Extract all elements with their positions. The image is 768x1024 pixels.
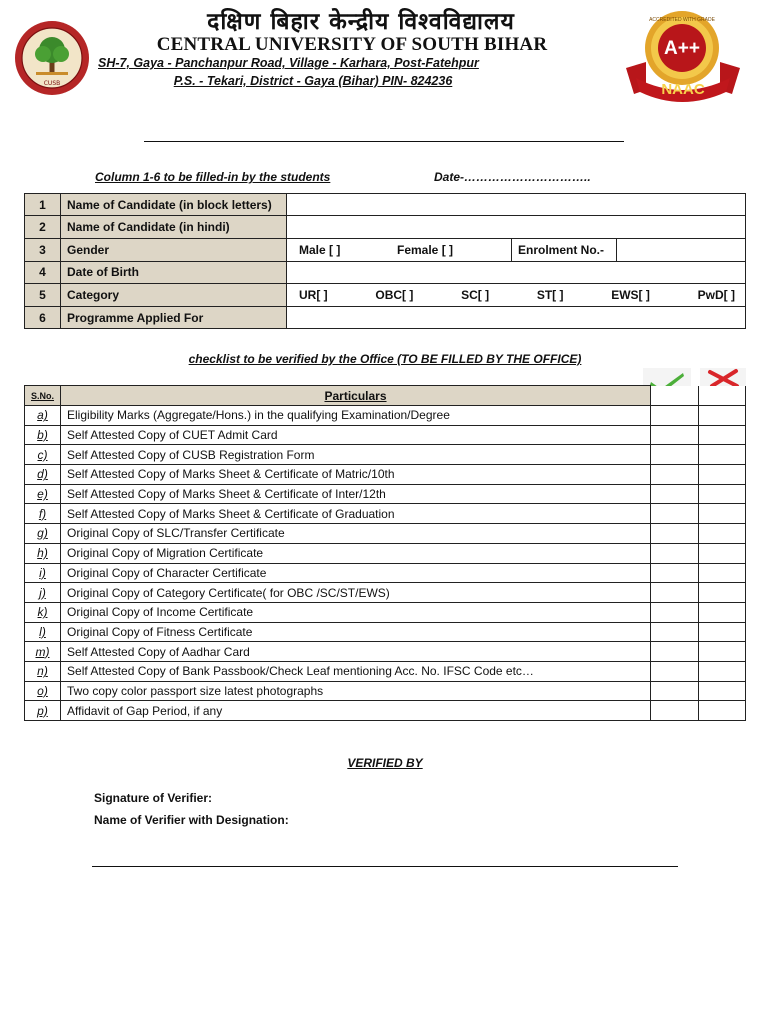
item-particular: Original Copy of Migration Certificate: [61, 543, 651, 563]
item-particular: Self Attested Copy of Aadhar Card: [61, 642, 651, 662]
date-of-birth-field[interactable]: [287, 261, 746, 283]
item-yes-checkbox[interactable]: [651, 465, 699, 485]
naac-badge: [622, 8, 744, 104]
table-row: [25, 425, 746, 445]
item-no-checkbox[interactable]: [699, 602, 746, 622]
item-no-checkbox[interactable]: [699, 524, 746, 544]
table-row: [25, 194, 746, 216]
row-number: 5: [25, 283, 61, 306]
svg-text:CUSB: CUSB: [43, 80, 61, 87]
address-line-2: P.S. - Tekari, District - Gaya (Bihar) PIN- 824236: [173, 74, 453, 88]
table-row: [25, 602, 746, 622]
item-sno: b): [25, 425, 61, 445]
row-label: Gender: [61, 238, 287, 261]
item-particular: Original Copy of Fitness Certificate: [61, 622, 651, 642]
programme-field[interactable]: [287, 306, 746, 328]
item-no-checkbox[interactable]: [699, 445, 746, 465]
university-logo: [14, 20, 90, 96]
row-label: Name of Candidate (in hindi): [61, 216, 287, 238]
item-no-checkbox[interactable]: [699, 661, 746, 681]
item-sno: m): [25, 642, 61, 662]
item-particular: Original Copy of Income Certificate: [61, 602, 651, 622]
table-row: [25, 238, 746, 261]
no-header: [699, 386, 746, 406]
item-particular: Self Attested Copy of CUSB Registration Form: [61, 445, 651, 465]
item-sno: e): [25, 484, 61, 504]
university-english-title: CENTRAL UNIVERSITY OF SOUTH BIHAR: [156, 34, 548, 55]
item-no-checkbox[interactable]: [699, 681, 746, 701]
category-sc-option[interactable]: SC[ ]: [461, 287, 490, 302]
item-no-checkbox[interactable]: [699, 406, 746, 426]
item-particular: Eligibility Marks (Aggregate/Hons.) in the qualifying Examination/Degree: [61, 406, 651, 426]
item-particular: Original Copy of SLC/Transfer Certificate: [61, 524, 651, 544]
yes-header: [651, 386, 699, 406]
table-row: [25, 583, 746, 603]
table-row: [25, 406, 746, 426]
item-yes-checkbox[interactable]: [651, 484, 699, 504]
item-yes-checkbox[interactable]: [651, 622, 699, 642]
item-particular: Self Attested Copy of Marks Sheet & Certificate of Graduation: [61, 504, 651, 524]
student-column-note: Column 1-6 to be filled-in by the students: [95, 170, 331, 184]
item-sno: j): [25, 583, 61, 603]
item-no-checkbox[interactable]: [699, 484, 746, 504]
item-particular: Two copy color passport size latest photographs: [61, 681, 651, 701]
item-sno: g): [25, 524, 61, 544]
item-no-checkbox[interactable]: [699, 622, 746, 642]
student-details-table: [24, 193, 746, 329]
row-number: 6: [25, 306, 61, 328]
item-particular: Self Attested Copy of Marks Sheet & Certificate of Inter/12th: [61, 484, 651, 504]
row-number: 4: [25, 261, 61, 283]
table-row: [25, 661, 746, 681]
item-sno: h): [25, 543, 61, 563]
item-sno: o): [25, 681, 61, 701]
item-yes-checkbox[interactable]: [651, 543, 699, 563]
svg-text:ACCREDITED WITH GRADE: ACCREDITED WITH GRADE: [649, 17, 715, 23]
row-label: Category: [61, 283, 287, 306]
address-line-1: SH-7, Gaya - Panchanpur Road, Village - Karhara, Post-Fatehpur: [98, 56, 479, 70]
particulars-header: Particulars: [61, 386, 651, 406]
category-obc-option[interactable]: OBC[ ]: [375, 287, 414, 302]
category-pwd-option[interactable]: PwD[ ]: [697, 287, 735, 302]
category-ur-option[interactable]: UR[ ]: [299, 287, 328, 302]
date-field[interactable]: Date-…………………………..: [434, 170, 591, 184]
table-row: [25, 216, 746, 238]
item-yes-checkbox[interactable]: [651, 504, 699, 524]
item-no-checkbox[interactable]: [699, 701, 746, 721]
item-no-checkbox[interactable]: [699, 465, 746, 485]
item-sno: l): [25, 622, 61, 642]
university-hindi-title: दक्षिण बिहार केन्द्रीय विश्वविद्यालय: [207, 9, 515, 35]
candidate-name-english-field[interactable]: [287, 194, 746, 216]
table-row: [25, 543, 746, 563]
row-label: Date of Birth: [61, 261, 287, 283]
item-sno: d): [25, 465, 61, 485]
item-sno: a): [25, 406, 61, 426]
table-row: [25, 283, 746, 306]
table-row: [25, 261, 746, 283]
category-cell: [287, 283, 746, 306]
table-row: [25, 484, 746, 504]
item-sno: k): [25, 602, 61, 622]
row-label: Name of Candidate (in block letters): [61, 194, 287, 216]
row-label: Programme Applied For: [61, 306, 287, 328]
item-particular: Affidavit of Gap Period, if any: [61, 701, 651, 721]
item-no-checkbox[interactable]: [699, 425, 746, 445]
header-divider: [144, 141, 624, 142]
item-yes-checkbox[interactable]: [651, 681, 699, 701]
table-row: [25, 306, 746, 328]
item-yes-checkbox[interactable]: [651, 602, 699, 622]
category-st-option[interactable]: ST[ ]: [536, 287, 564, 302]
item-no-checkbox[interactable]: [699, 504, 746, 524]
item-particular: Original Copy of Category Certificate( for OBC /SC/ST/EWS): [61, 583, 651, 603]
verified-by-heading: VERIFIED BY: [347, 756, 423, 770]
verifier-name-label: Name of Verifier with Designation:: [94, 813, 289, 827]
svg-text:NAAC: NAAC: [661, 81, 705, 98]
row-number: 3: [25, 238, 61, 261]
item-yes-checkbox[interactable]: [651, 701, 699, 721]
office-checklist-table: [24, 385, 746, 721]
table-row: [25, 563, 746, 583]
svg-text:A++: A++: [664, 38, 700, 59]
item-yes-checkbox[interactable]: [651, 583, 699, 603]
item-no-checkbox[interactable]: [699, 543, 746, 563]
row-number: 1: [25, 194, 61, 216]
table-row: [25, 642, 746, 662]
table-row: [25, 504, 746, 524]
footer-divider: [92, 866, 678, 867]
gender-cell: [287, 238, 746, 261]
item-no-checkbox[interactable]: [699, 583, 746, 603]
item-sno: f): [25, 504, 61, 524]
item-yes-checkbox[interactable]: [651, 524, 699, 544]
table-row: [25, 701, 746, 721]
sno-header: S.No.: [25, 386, 61, 406]
item-yes-checkbox[interactable]: [651, 425, 699, 445]
table-row: [25, 681, 746, 701]
table-header-row: [25, 386, 746, 406]
signature-label: Signature of Verifier:: [94, 791, 213, 805]
enrolment-label: Enrolment No.-: [511, 239, 617, 261]
item-yes-checkbox[interactable]: [651, 406, 699, 426]
item-particular: Self Attested Copy of CUET Admit Card: [61, 425, 651, 445]
item-yes-checkbox[interactable]: [651, 445, 699, 465]
item-no-checkbox[interactable]: [699, 563, 746, 583]
table-row: [25, 465, 746, 485]
item-particular: Self Attested Copy of Bank Passbook/Check Leaf mentioning Acc. No. IFSC Code etc…: [61, 661, 651, 681]
item-sno: n): [25, 661, 61, 681]
gender-male-option[interactable]: Male [ ]: [299, 242, 341, 257]
item-particular: Self Attested Copy of Marks Sheet & Certificate of Matric/10th: [61, 465, 651, 485]
item-sno: c): [25, 445, 61, 465]
checklist-note: checklist to be verified by the Office (TO BE FILLED BY THE OFFICE): [188, 352, 582, 366]
item-yes-checkbox[interactable]: [651, 642, 699, 662]
gender-female-option[interactable]: Female [ ]: [397, 242, 454, 257]
table-row: [25, 524, 746, 544]
item-yes-checkbox[interactable]: [651, 661, 699, 681]
item-no-checkbox[interactable]: [699, 642, 746, 662]
row-number: 2: [25, 216, 61, 238]
category-ews-option[interactable]: EWS[ ]: [611, 287, 650, 302]
item-particular: Original Copy of Character Certificate: [61, 563, 651, 583]
item-sno: p): [25, 701, 61, 721]
table-row: [25, 445, 746, 465]
table-row: [25, 622, 746, 642]
candidate-name-hindi-field[interactable]: [287, 216, 746, 238]
item-sno: i): [25, 563, 61, 583]
item-yes-checkbox[interactable]: [651, 563, 699, 583]
